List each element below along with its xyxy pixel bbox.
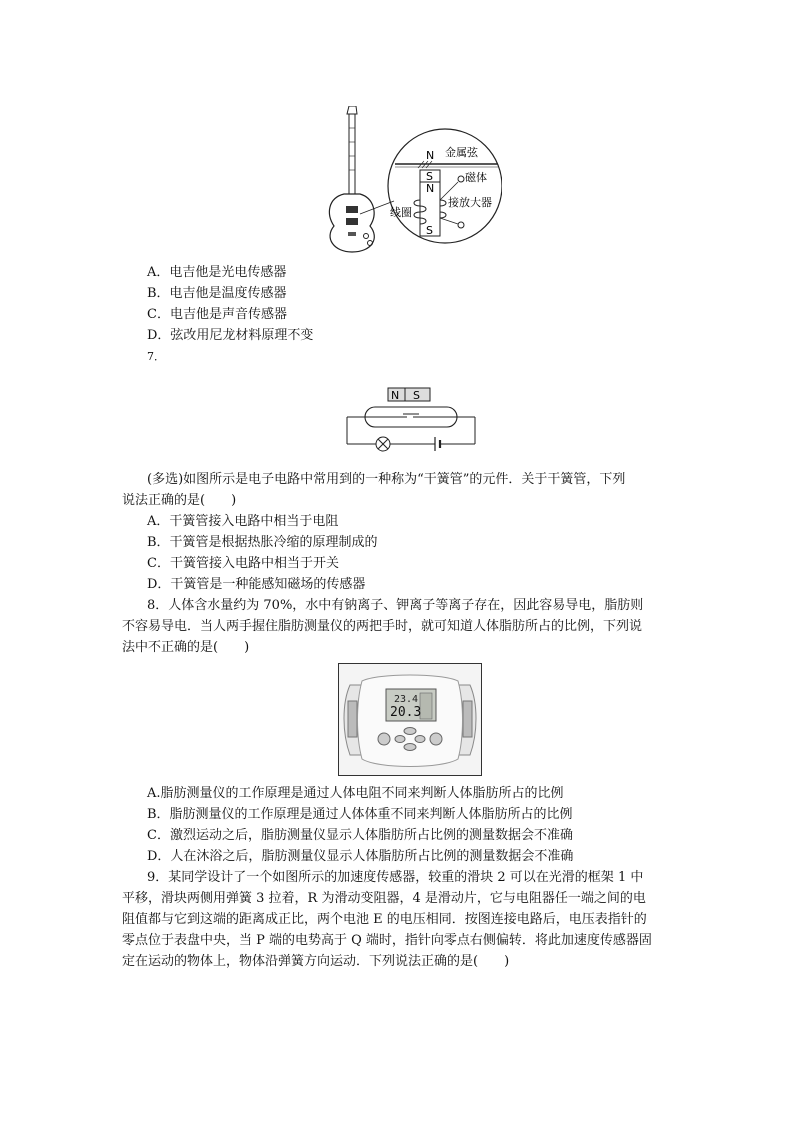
label-metal-string: 金属弦	[445, 146, 478, 159]
q6-option-c: C．电吉他是声音传感器	[147, 307, 287, 322]
q7-option-b: B．干簧管是根据热胀冷缩的原理制成的	[147, 535, 378, 550]
q6-option-d: D．弦改用尼龙材料原理不变	[147, 328, 314, 343]
label-coil: 线圈	[390, 206, 412, 219]
q7-number: 7．	[147, 350, 165, 363]
q7-stem-line1: (多选)如图所示是电子电路中常用到的一种称为“干簧管”的元件．关于干簧管，下列	[147, 472, 626, 487]
q8-option-b: B．脂肪测量仪的工作原理是通过人体体重不同来判断人体脂肪所占的比例	[147, 807, 573, 822]
q9-line1: 9．某同学设计了一个如图所示的加速度传感器，较重的滑块 2 可以在光滑的框架 1 中	[147, 870, 644, 885]
label-magnet: 磁体	[465, 171, 487, 184]
label-n-mid: N	[426, 182, 435, 195]
q7-option-a: A．干簧管接入电路中相当于电阻	[147, 514, 339, 529]
label-s-upper: S	[426, 170, 433, 183]
q7-stem-line2: 说法正确的是( )	[122, 493, 237, 508]
q6-option-b: B．电吉他是温度传感器	[147, 286, 287, 301]
q9-line4: 零点位于表盘中央，当 P 端的电势高于 Q 端时，指针向零点右侧偏转．将此加速度传感器固	[122, 933, 652, 948]
body-fat-meter-figure	[338, 663, 482, 776]
magnet-s-label: S	[413, 389, 420, 402]
q8-stem-line1: 8．人体含水量约为 70%，水中有钠离子、钾离子等离子存在，因此容易导电，脂肪则	[147, 598, 644, 613]
q8-stem-line3: 法中不正确的是( )	[122, 640, 250, 655]
q8-option-a: A.脂肪测量仪的工作原理是通过人体电阻不同来判断人体脂肪所占的比例	[147, 786, 564, 801]
label-n-top: N	[426, 149, 435, 162]
q8-option-c: C．激烈运动之后，脂肪测量仪显示人体脂肪所占比例的测量数据会不准确	[147, 828, 573, 843]
q9-line3: 阻值都与它到这端的距离成正比，两个电池 E 的电压相同．按图连接电路后，电压表指针的	[122, 912, 647, 927]
label-s-lower: S	[426, 224, 433, 237]
q7-option-c: C．干簧管接入电路中相当于开关	[147, 556, 339, 571]
display-bottom-reading: 20.3	[390, 705, 422, 720]
display-top-reading: 23.4	[394, 694, 419, 705]
magnet-n-label: N	[391, 389, 400, 402]
q6-option-a: A．电吉他是光电传感器	[147, 265, 287, 280]
reed-switch-figure	[343, 386, 481, 454]
q9-line2: 平移，滑块两侧用弹簧 3 拉着，R 为滑动变阻器，4 是滑动片，它与电阻器任一端之间的电	[122, 891, 646, 906]
q9-line5: 定在运动的物体上，物体沿弹簧方向运动．下列说法正确的是( )	[122, 954, 510, 969]
label-amplifier: 接放大器	[448, 196, 492, 209]
q7-option-d: D．干簧管是一种能感知磁场的传感器	[147, 577, 366, 592]
q8-stem-line2: 不容易导电．当人两手握住脂肪测量仪的两把手时，就可知道人体脂肪所占的比例，下列说	[122, 619, 643, 634]
guitar-pickup-figure	[320, 106, 502, 256]
q8-option-d: D．人在沐浴之后，脂肪测量仪显示人体脂肪所占比例的测量数据会不准确	[147, 849, 574, 864]
